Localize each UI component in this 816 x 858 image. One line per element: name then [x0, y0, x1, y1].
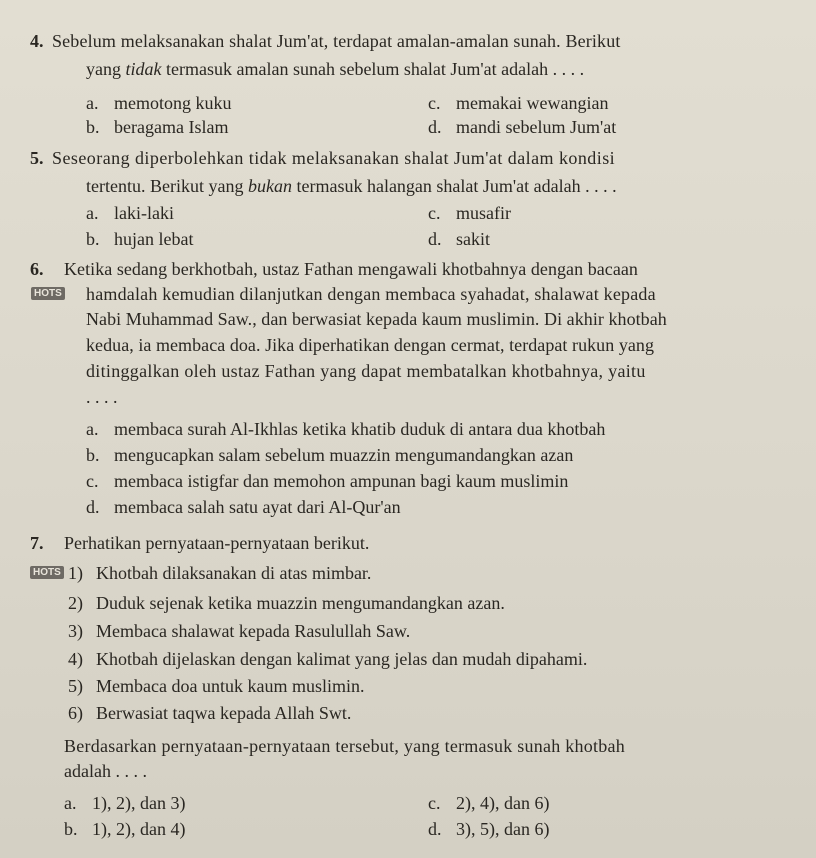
option-c[interactable]: c. memakai wewangian [428, 93, 609, 113]
question-intro: Perhatikan pernyataan-pernyataan berikut. [64, 533, 370, 553]
question-number: 7. [30, 533, 44, 553]
question-number: 4. [30, 31, 44, 51]
question-text: Berdasarkan pernyataan-pernyataan tersebut, yang termasuk sunah khotbah [64, 736, 626, 756]
question-text: yang tidak termasuk amalan sunah sebelum shalat Jum'at adalah . . . . [86, 59, 585, 79]
question-text: . . . . [86, 387, 118, 407]
option-a[interactable]: a. memotong kuku [86, 93, 232, 113]
question-text: kedua, ia membaca doa. Jika diperhatikan dengan cermat, terdapat rukun yang [86, 335, 655, 355]
option-b[interactable]: b. beragama Islam [86, 117, 229, 137]
question-text: Nabi Muhammad Saw., dan berwasiat kepada kaum muslimin. Di akhir khotbah [86, 309, 667, 329]
question-number: 6. [30, 259, 44, 279]
option-b[interactable]: b. 1), 2), dan 4) [64, 819, 186, 839]
option-a[interactable]: a. laki-laki [86, 203, 174, 223]
question-text: Sebelum melaksanakan shalat Jum'at, terdapat amalan-amalan sunah. Berikut [52, 31, 621, 51]
hots-badge: HOTS [30, 566, 64, 579]
option-d[interactable]: d. sakit [428, 229, 490, 249]
question-number: 5. [30, 148, 44, 168]
option-a[interactable]: a. 1), 2), dan 3) [64, 793, 186, 813]
option-d[interactable]: d. 3), 5), dan 6) [428, 819, 550, 839]
statement-2: 2) Duduk sejenak ketika muazzin mengumandangkan azan. [68, 593, 505, 613]
option-b[interactable]: b. hujan lebat [86, 229, 194, 249]
option-c[interactable]: c. musafir [428, 203, 511, 223]
statement-6: 6) Berwasiat taqwa kepada Allah Swt. [68, 703, 352, 723]
statement-3: 3) Membaca shalawat kepada Rasulullah Saw. [68, 621, 411, 641]
hots-badge: HOTS [31, 287, 65, 300]
statement-4: 4) Khotbah dijelaskan dengan kalimat yang jelas dan mudah dipahami. [68, 649, 588, 669]
statement-5: 5) Membaca doa untuk kaum muslimin. [68, 676, 365, 696]
option-a[interactable]: a. membaca surah Al-Ikhlas ketika khatib duduk di antara dua khotbah [86, 419, 606, 439]
question-text: hamdalah kemudian dilanjutkan dengan membaca syahadat, shalawat kepada [86, 284, 656, 304]
question-text: Seseorang diperbolehkan tidak melaksanakan shalat Jum'at dalam kondisi [52, 148, 616, 168]
question-text: adalah . . . . [64, 761, 147, 781]
option-c[interactable]: c. 2), 4), dan 6) [428, 793, 550, 813]
option-d[interactable]: d. membaca salah satu ayat dari Al-Qur'an [86, 497, 401, 517]
option-c[interactable]: c. membaca istigfar dan memohon ampunan bagi kaum muslimin [86, 471, 569, 491]
statement-1: 1) Khotbah dilaksanakan di atas mimbar. [68, 563, 372, 583]
option-d[interactable]: d. mandi sebelum Jum'at [428, 117, 617, 137]
question-text: tertentu. Berikut yang bukan termasuk halangan shalat Jum'at adalah . . . . [86, 176, 617, 196]
question-text: ditinggalkan oleh ustaz Fathan yang dapat membatalkan khotbahnya, yaitu [86, 361, 646, 381]
option-b[interactable]: b. mengucapkan salam sebelum muazzin mengumandangkan azan [86, 445, 574, 465]
question-text: Ketika sedang berkhotbah, ustaz Fathan mengawali khotbahnya dengan bacaan [64, 259, 638, 279]
